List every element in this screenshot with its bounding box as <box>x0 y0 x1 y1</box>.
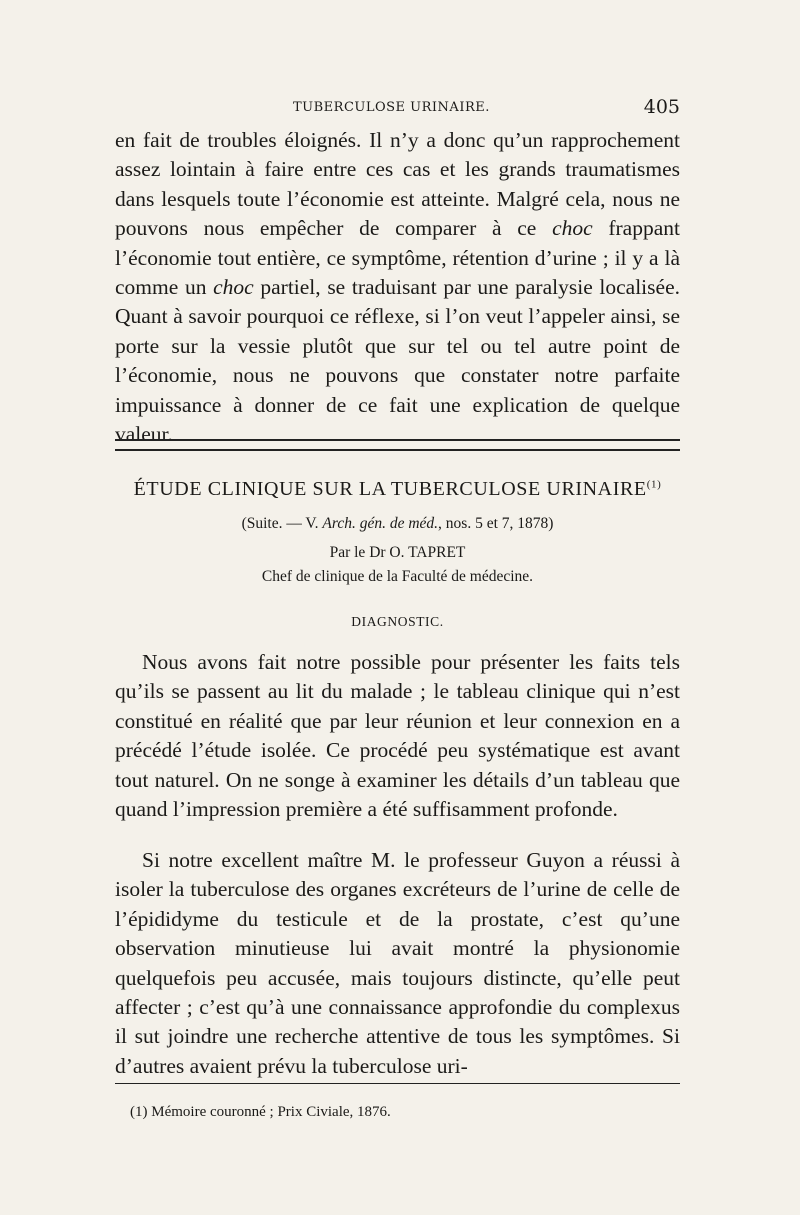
paragraph-diagnostic-1: Nous avons fait notre possible pour présenter les faits tels qu’ils se passent au lit du malade ; le tableau clinique qui n’est constitué en réalité que par leur réunion et leur connexion en a précédé l’étude isolée. Ce procédé peu systématique est avant tout naturel. On ne songe à examiner les détails d’un tableau que quand l’impression première a été suffisamment profonde. <box>115 650 680 822</box>
article-author: Par le Dr O. TAPRET <box>329 544 466 561</box>
author-affiliation: Chef de clinique de la Faculté de médecine. <box>261 568 534 585</box>
paragraph-text: partiel, se traduisant par une paralysie localisée. Quant à savoir pourquoi ce réflexe, si l’on veut l’appeler ainsi, se porte sur la vessie plutôt que sur tel ou tel autre point de l’économie, nous ne pouvons que constater notre parfaite impuissance à donner de ce fait une explication de quelque valeur. <box>115 275 680 447</box>
page-number: 405 <box>643 96 680 118</box>
running-head <box>115 96 680 120</box>
section-divider <box>115 439 680 451</box>
footnote: (1) Mémoire couronné ; Prix Civiale, 1876. <box>130 1104 391 1120</box>
paragraph-continuation <box>115 126 680 449</box>
article-citation <box>115 515 680 533</box>
paragraph-text: frappant l’économie tout entière, ce symptôme, rétention d’urine ; il y a là comme un <box>115 216 680 300</box>
emphasis-choc: choc <box>213 275 254 300</box>
paragraph-text: en fait de troubles éloignés. Il n’y a donc qu’un rapprochement assez lointain à faire entre ces cas et les grands traumatismes dans lesquels toute l’économie est atteinte. Malgré cela, nous ne pouvons nous empêcher de comparer à ce <box>115 128 680 241</box>
paragraph-diagnostic-2: Si notre excellent maître M. le professeur Guyon a réussi à isoler la tuberculose des organes excréteurs de l’urine de celle de l’épididyme du testicule et de la prostate, c’est qu’une observation minutieuse lui avait montré la physionomie quelquefois peu accusée, mais toujours distincte, qu’elle peut affecter ; c’est qu’à une connaissance approfondie du complexus il sut joindre une recherche attentive de tous les symptômes. Si d’autres avaient prévu la tuberculose uri- <box>115 848 680 1078</box>
footnote-rule <box>115 1083 680 1084</box>
emphasis-choc: choc <box>552 216 593 241</box>
article-title-text: ÉTUDE CLINIQUE SUR LA TUBERCULOSE URINAIRE <box>133 478 647 500</box>
section-heading: DIAGNOSTIC. <box>351 614 444 629</box>
citation-journal: Arch. gén. de méd. <box>322 515 439 532</box>
footnote-marker: (1) <box>646 478 662 491</box>
citation-prefix: (Suite. — V. <box>241 515 323 532</box>
citation-suffix: , nos. 5 et 7, 1878) <box>438 515 554 532</box>
article-title <box>115 478 680 501</box>
running-title: TUBERCULOSE URINAIRE. <box>293 100 490 115</box>
